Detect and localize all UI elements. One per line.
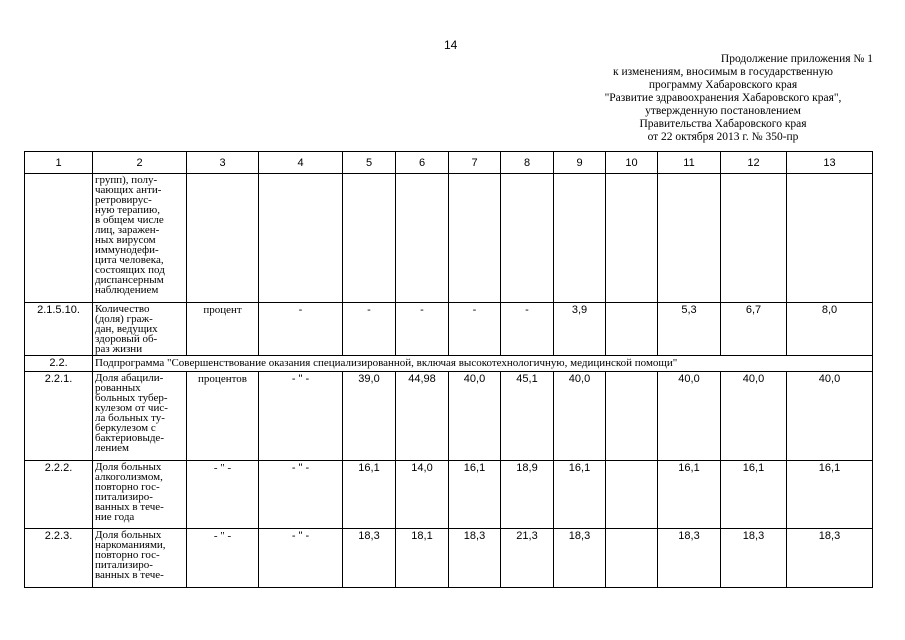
value-cell	[787, 174, 873, 303]
table-row	[25, 174, 873, 303]
value-cell: - " -	[259, 372, 343, 461]
row-number: 2.2.	[25, 356, 93, 372]
value-cell	[606, 461, 658, 529]
row-number: 2.2.1.	[25, 372, 93, 461]
indicator-name: Доля больных алкоголизмом, повторно гос- питализиро- ванных в тече- ние года	[93, 461, 187, 529]
column-number: 13	[787, 152, 873, 174]
column-number: 6	[396, 152, 449, 174]
value-cell: -	[259, 303, 343, 356]
column-number: 8	[501, 152, 554, 174]
value-cell: 6,7	[721, 303, 787, 356]
value-cell: 5,3	[658, 303, 721, 356]
value-cell: 16,1	[658, 461, 721, 529]
value-cell: -	[449, 303, 501, 356]
header-line: "Развитие здравоохранения Хабаровского края",	[604, 92, 842, 104]
indicator-name: групп), полу- чающих анти- ретровирус- ную терапию, в общем числе лиц, заражен- ных вирусом иммунодефи- цита человека, состоящих под диспансерным наблюдением	[93, 174, 187, 303]
value-cell: 39,0	[343, 372, 396, 461]
page-number: 14	[444, 38, 458, 52]
value-cell	[449, 174, 501, 303]
appendix-header	[573, 53, 873, 144]
value-cell: 44,98	[396, 372, 449, 461]
column-number: 7	[449, 152, 501, 174]
column-number: 9	[554, 152, 606, 174]
value-cell	[606, 174, 658, 303]
value-cell: 18,3	[658, 529, 721, 588]
header-line: от 22 октября 2013 г. № 350-пр	[647, 131, 799, 143]
value-cell	[501, 174, 554, 303]
value-cell	[554, 174, 606, 303]
value-cell	[343, 174, 396, 303]
value-cell: - " -	[259, 529, 343, 588]
value-cell: 18,3	[449, 529, 501, 588]
row-number: 2.1.5.10.	[25, 303, 93, 356]
value-cell: 18,3	[787, 529, 873, 588]
value-cell: 40,0	[658, 372, 721, 461]
unit-cell: процент	[187, 303, 259, 356]
header-line: утвержденную постановлением	[645, 105, 801, 117]
value-cell: 18,3	[554, 529, 606, 588]
value-cell: -	[396, 303, 449, 356]
value-cell: -	[501, 303, 554, 356]
row-number: 2.2.3.	[25, 529, 93, 588]
column-number: 1	[25, 152, 93, 174]
value-cell: 16,1	[721, 461, 787, 529]
column-number: 5	[343, 152, 396, 174]
table-row	[25, 356, 873, 372]
value-cell	[259, 174, 343, 303]
indicator-name: Количество (доля) граж- дан, ведущих здоровый об- раз жизни	[93, 303, 187, 356]
value-cell: 40,0	[787, 372, 873, 461]
value-cell: 18,3	[343, 529, 396, 588]
header-line: Правительства Хабаровского края	[639, 118, 807, 130]
value-cell: -	[343, 303, 396, 356]
value-cell: 40,0	[554, 372, 606, 461]
column-number: 12	[721, 152, 787, 174]
value-cell: 18,1	[396, 529, 449, 588]
indicators-table	[24, 151, 873, 588]
column-number: 2	[93, 152, 187, 174]
table-row	[25, 461, 873, 529]
value-cell	[606, 529, 658, 588]
value-cell: 45,1	[501, 372, 554, 461]
value-cell: 21,3	[501, 529, 554, 588]
value-cell	[606, 303, 658, 356]
column-number: 10	[606, 152, 658, 174]
value-cell: 16,1	[343, 461, 396, 529]
subprogram-title: Подпрограмма "Совершенствование оказания специализированной, включая высокотехнологичную, медицинской помощи"	[93, 356, 873, 372]
value-cell: 18,9	[501, 461, 554, 529]
unit-cell	[187, 174, 259, 303]
value-cell: 3,9	[554, 303, 606, 356]
value-cell: 18,3	[721, 529, 787, 588]
table-row	[25, 303, 873, 356]
row-number	[25, 174, 93, 303]
value-cell	[658, 174, 721, 303]
column-number-row	[25, 152, 873, 174]
value-cell: 8,0	[787, 303, 873, 356]
unit-cell: - " -	[187, 529, 259, 588]
value-cell: 40,0	[721, 372, 787, 461]
value-cell	[606, 372, 658, 461]
column-number: 4	[259, 152, 343, 174]
table-row	[25, 529, 873, 588]
unit-cell: процентов	[187, 372, 259, 461]
unit-cell: - " -	[187, 461, 259, 529]
table-row	[25, 372, 873, 461]
header-line: к изменениям, вносимым в государственную	[613, 66, 833, 78]
indicator-name: Доля больных наркоманиями, повторно гос- питализиро- ванных в тече-	[93, 529, 187, 588]
value-cell: 40,0	[449, 372, 501, 461]
header-line: программу Хабаровского края	[648, 79, 798, 91]
column-number: 3	[187, 152, 259, 174]
value-cell	[396, 174, 449, 303]
column-number: 11	[658, 152, 721, 174]
value-cell: 14,0	[396, 461, 449, 529]
indicator-name: Доля абацили- рованных больных тубер- кулезом от чис- ла больных ту- беркулезом с бактериовыде- лением	[93, 372, 187, 461]
row-number: 2.2.2.	[25, 461, 93, 529]
value-cell: 16,1	[554, 461, 606, 529]
value-cell: 16,1	[787, 461, 873, 529]
value-cell: - " -	[259, 461, 343, 529]
header-line: Продолжение приложения № 1	[720, 53, 873, 65]
value-cell: 16,1	[449, 461, 501, 529]
value-cell	[721, 174, 787, 303]
